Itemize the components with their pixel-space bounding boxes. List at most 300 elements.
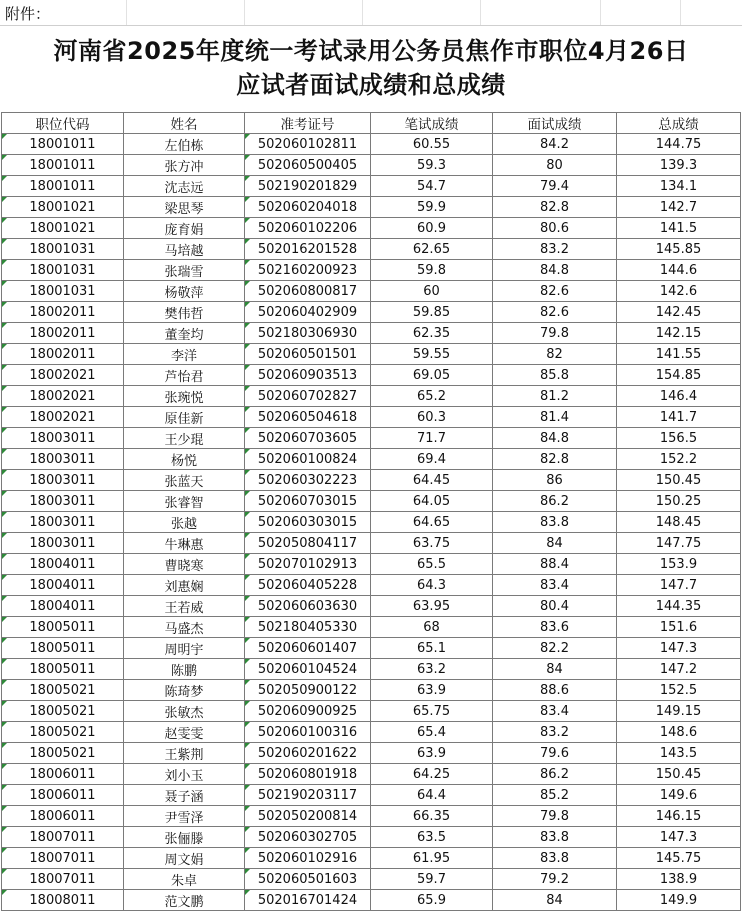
interview-score-cell[interactable] bbox=[493, 344, 617, 365]
position-code-cell[interactable] bbox=[2, 743, 124, 764]
total-score-cell[interactable] bbox=[617, 701, 741, 722]
exam-id-cell[interactable] bbox=[245, 218, 371, 239]
cell-text: 84 bbox=[546, 892, 563, 908]
written-score-cell[interactable] bbox=[371, 596, 493, 617]
interview-score-cell[interactable] bbox=[493, 239, 617, 260]
written-score-cell[interactable] bbox=[371, 785, 493, 806]
written-score-cell[interactable] bbox=[371, 491, 493, 512]
written-score-cell[interactable] bbox=[371, 407, 493, 428]
cell-text: 18001011 bbox=[29, 178, 96, 194]
total-score-cell[interactable] bbox=[617, 848, 741, 869]
total-score-cell[interactable] bbox=[617, 260, 741, 281]
interview-score-cell[interactable] bbox=[493, 617, 617, 638]
position-code-cell[interactable] bbox=[2, 680, 124, 701]
position-code-cell[interactable] bbox=[2, 470, 124, 491]
written-score-cell[interactable] bbox=[371, 386, 493, 407]
name-cell[interactable] bbox=[124, 449, 245, 470]
cell-text: 502060102811 bbox=[257, 136, 358, 152]
interview-score-cell[interactable] bbox=[493, 449, 617, 470]
total-score-cell[interactable] bbox=[617, 890, 741, 911]
exam-id-cell[interactable] bbox=[245, 155, 371, 176]
total-score-cell[interactable] bbox=[617, 680, 741, 701]
interview-score-cell[interactable] bbox=[493, 176, 617, 197]
cell-text: 59.7 bbox=[417, 871, 446, 887]
cell-text: 18002011 bbox=[29, 325, 96, 341]
name-cell[interactable] bbox=[124, 407, 245, 428]
written-score-cell[interactable] bbox=[371, 617, 493, 638]
name-cell[interactable] bbox=[124, 134, 245, 155]
text-format-marker-icon bbox=[2, 806, 7, 811]
exam-id-cell[interactable] bbox=[245, 890, 371, 911]
total-score-cell[interactable] bbox=[617, 407, 741, 428]
cell-text: 54.7 bbox=[417, 178, 446, 194]
cell-text: 59.55 bbox=[412, 346, 451, 362]
name-cell[interactable] bbox=[124, 533, 245, 554]
total-score-cell[interactable] bbox=[617, 239, 741, 260]
exam-id-cell[interactable] bbox=[245, 323, 371, 344]
name-cell[interactable] bbox=[124, 701, 245, 722]
name-cell[interactable] bbox=[124, 596, 245, 617]
cell-text: 84.8 bbox=[540, 430, 569, 446]
name-cell[interactable] bbox=[124, 806, 245, 827]
position-code-cell[interactable] bbox=[2, 449, 124, 470]
total-score-cell[interactable] bbox=[617, 365, 741, 386]
interview-score-cell[interactable] bbox=[493, 386, 617, 407]
cell-text: 聂子涵 bbox=[164, 789, 204, 805]
total-score-cell[interactable] bbox=[617, 134, 741, 155]
exam-id-cell[interactable] bbox=[245, 575, 371, 596]
written-score-cell[interactable] bbox=[371, 554, 493, 575]
total-score-cell[interactable] bbox=[617, 386, 741, 407]
written-score-cell[interactable] bbox=[371, 764, 493, 785]
text-format-marker-icon bbox=[2, 260, 7, 265]
exam-id-cell[interactable] bbox=[245, 827, 371, 848]
text-format-marker-icon bbox=[245, 596, 250, 601]
exam-id-cell[interactable] bbox=[245, 680, 371, 701]
exam-id-cell[interactable] bbox=[245, 722, 371, 743]
name-cell[interactable] bbox=[124, 239, 245, 260]
name-cell[interactable] bbox=[124, 659, 245, 680]
exam-id-cell[interactable] bbox=[245, 176, 371, 197]
name-cell[interactable] bbox=[124, 344, 245, 365]
table-row bbox=[2, 638, 741, 659]
cell-text: 69.05 bbox=[412, 367, 451, 383]
cell-text: 杨悦 bbox=[170, 453, 197, 469]
text-format-marker-icon bbox=[2, 638, 7, 643]
name-cell[interactable] bbox=[124, 176, 245, 197]
position-code-cell[interactable] bbox=[2, 701, 124, 722]
text-format-marker-icon bbox=[2, 281, 7, 286]
name-cell[interactable] bbox=[124, 260, 245, 281]
cell-text: 150.25 bbox=[655, 493, 702, 509]
total-score-cell[interactable] bbox=[617, 617, 741, 638]
cell-text: 65.2 bbox=[417, 388, 446, 404]
interview-score-cell[interactable] bbox=[493, 365, 617, 386]
table-row bbox=[2, 449, 741, 470]
written-score-cell[interactable] bbox=[371, 281, 493, 302]
written-score-cell[interactable] bbox=[371, 575, 493, 596]
name-cell[interactable] bbox=[124, 785, 245, 806]
text-format-marker-icon bbox=[2, 218, 7, 223]
total-score-cell[interactable] bbox=[617, 638, 741, 659]
interview-score-cell[interactable] bbox=[493, 407, 617, 428]
interview-score-cell[interactable] bbox=[493, 575, 617, 596]
position-code-cell[interactable] bbox=[2, 638, 124, 659]
exam-id-cell[interactable] bbox=[245, 533, 371, 554]
name-cell[interactable] bbox=[124, 302, 245, 323]
cell-text: 18007011 bbox=[29, 829, 96, 845]
total-score-cell[interactable] bbox=[617, 554, 741, 575]
cell-text: 502060201622 bbox=[257, 745, 358, 761]
exam-id-cell[interactable] bbox=[245, 512, 371, 533]
name-cell[interactable] bbox=[124, 575, 245, 596]
exam-id-cell[interactable] bbox=[245, 344, 371, 365]
column-header[interactable]: 姓名 bbox=[124, 113, 245, 134]
cell-text: 152.5 bbox=[659, 682, 698, 698]
cell-text: 502060903513 bbox=[257, 367, 358, 383]
written-score-cell[interactable] bbox=[371, 512, 493, 533]
name-cell[interactable] bbox=[124, 281, 245, 302]
written-score-cell[interactable] bbox=[371, 365, 493, 386]
exam-id-cell[interactable] bbox=[245, 386, 371, 407]
column-header[interactable]: 笔试成绩 bbox=[371, 113, 493, 134]
cell-text: 86.2 bbox=[540, 766, 569, 782]
cell-text: 142.15 bbox=[655, 325, 702, 341]
position-code-cell[interactable] bbox=[2, 659, 124, 680]
cell-text: 60.9 bbox=[417, 220, 446, 236]
written-score-cell[interactable] bbox=[371, 260, 493, 281]
written-score-cell[interactable] bbox=[371, 344, 493, 365]
cell-text: 142.45 bbox=[655, 304, 702, 320]
position-code-cell[interactable] bbox=[2, 323, 124, 344]
exam-id-cell[interactable] bbox=[245, 701, 371, 722]
written-score-cell[interactable] bbox=[371, 722, 493, 743]
total-score-cell[interactable] bbox=[617, 743, 741, 764]
name-cell[interactable] bbox=[124, 869, 245, 890]
table-row bbox=[2, 218, 741, 239]
total-score-cell[interactable] bbox=[617, 659, 741, 680]
written-score-cell[interactable] bbox=[371, 659, 493, 680]
text-format-marker-icon bbox=[2, 176, 7, 181]
exam-id-cell[interactable] bbox=[245, 239, 371, 260]
interview-score-cell[interactable] bbox=[493, 155, 617, 176]
name-cell[interactable] bbox=[124, 617, 245, 638]
cell-text: 141.5 bbox=[659, 220, 698, 236]
written-score-cell[interactable] bbox=[371, 533, 493, 554]
cell-text: 65.75 bbox=[412, 703, 451, 719]
written-score-cell[interactable] bbox=[371, 848, 493, 869]
interview-score-cell[interactable] bbox=[493, 806, 617, 827]
exam-id-cell[interactable] bbox=[245, 281, 371, 302]
name-cell[interactable] bbox=[124, 743, 245, 764]
written-score-cell[interactable] bbox=[371, 449, 493, 470]
table-row bbox=[2, 848, 741, 869]
position-code-cell[interactable] bbox=[2, 302, 124, 323]
interview-score-cell[interactable] bbox=[493, 197, 617, 218]
cell-text: 18004011 bbox=[29, 598, 96, 614]
written-score-cell[interactable] bbox=[371, 827, 493, 848]
name-cell[interactable] bbox=[124, 680, 245, 701]
cell-text: 60.55 bbox=[412, 136, 451, 152]
interview-score-cell[interactable] bbox=[493, 680, 617, 701]
exam-id-cell[interactable] bbox=[245, 596, 371, 617]
total-score-cell[interactable] bbox=[617, 323, 741, 344]
name-cell[interactable] bbox=[124, 470, 245, 491]
name-cell[interactable] bbox=[124, 764, 245, 785]
column-header[interactable]: 准考证号 bbox=[245, 113, 371, 134]
total-score-cell[interactable] bbox=[617, 344, 741, 365]
interview-score-cell[interactable] bbox=[493, 218, 617, 239]
written-score-cell[interactable] bbox=[371, 701, 493, 722]
cell-text: 尹雪泽 bbox=[164, 810, 204, 826]
total-score-cell[interactable] bbox=[617, 281, 741, 302]
position-code-cell[interactable] bbox=[2, 365, 124, 386]
total-score-cell[interactable] bbox=[617, 806, 741, 827]
position-code-cell[interactable] bbox=[2, 491, 124, 512]
exam-id-cell[interactable] bbox=[245, 659, 371, 680]
exam-id-cell[interactable] bbox=[245, 197, 371, 218]
cell-text: 502060501603 bbox=[257, 871, 358, 887]
written-score-cell[interactable] bbox=[371, 302, 493, 323]
text-format-marker-icon bbox=[245, 533, 250, 538]
name-cell[interactable] bbox=[124, 491, 245, 512]
interview-score-cell[interactable] bbox=[493, 659, 617, 680]
interview-score-cell[interactable] bbox=[493, 722, 617, 743]
text-format-marker-icon bbox=[2, 827, 7, 832]
position-code-cell[interactable] bbox=[2, 197, 124, 218]
written-score-cell[interactable] bbox=[371, 743, 493, 764]
written-score-cell[interactable] bbox=[371, 239, 493, 260]
text-format-marker-icon bbox=[245, 302, 250, 307]
total-score-cell[interactable] bbox=[617, 470, 741, 491]
interview-score-cell[interactable] bbox=[493, 869, 617, 890]
position-code-cell[interactable] bbox=[2, 134, 124, 155]
written-score-cell[interactable] bbox=[371, 155, 493, 176]
total-score-cell[interactable] bbox=[617, 785, 741, 806]
cell-text: 71.7 bbox=[417, 430, 446, 446]
interview-score-cell[interactable] bbox=[493, 491, 617, 512]
interview-score-cell[interactable] bbox=[493, 554, 617, 575]
exam-id-cell[interactable] bbox=[245, 806, 371, 827]
cell-text: 145.75 bbox=[655, 850, 702, 866]
name-cell[interactable] bbox=[124, 323, 245, 344]
exam-id-cell[interactable] bbox=[245, 302, 371, 323]
name-cell[interactable] bbox=[124, 554, 245, 575]
written-score-cell[interactable] bbox=[371, 134, 493, 155]
name-cell[interactable] bbox=[124, 827, 245, 848]
exam-id-cell[interactable] bbox=[245, 449, 371, 470]
interview-score-cell[interactable] bbox=[493, 890, 617, 911]
cell-text: 18005021 bbox=[29, 703, 96, 719]
interview-score-cell[interactable] bbox=[493, 302, 617, 323]
cell-text: 65.1 bbox=[417, 640, 446, 656]
exam-id-cell[interactable] bbox=[245, 491, 371, 512]
cell-text: 18002021 bbox=[29, 409, 96, 425]
cell-text: 502060102206 bbox=[257, 220, 358, 236]
name-cell[interactable] bbox=[124, 722, 245, 743]
name-cell[interactable] bbox=[124, 890, 245, 911]
exam-id-cell[interactable] bbox=[245, 743, 371, 764]
exam-id-cell[interactable] bbox=[245, 848, 371, 869]
cell-text: 18002011 bbox=[29, 304, 96, 320]
total-score-cell[interactable] bbox=[617, 512, 741, 533]
interview-score-cell[interactable] bbox=[493, 701, 617, 722]
position-code-cell[interactable] bbox=[2, 596, 124, 617]
cell-text: 18005011 bbox=[29, 640, 96, 656]
interview-score-cell[interactable] bbox=[493, 281, 617, 302]
position-code-cell[interactable] bbox=[2, 617, 124, 638]
position-code-cell[interactable] bbox=[2, 344, 124, 365]
table-row bbox=[2, 575, 741, 596]
interview-score-cell[interactable] bbox=[493, 596, 617, 617]
total-score-cell[interactable] bbox=[617, 218, 741, 239]
exam-id-cell[interactable] bbox=[245, 428, 371, 449]
exam-id-cell[interactable] bbox=[245, 470, 371, 491]
exam-id-cell[interactable] bbox=[245, 365, 371, 386]
cell-text: 149.9 bbox=[659, 892, 698, 908]
exam-id-cell[interactable] bbox=[245, 407, 371, 428]
interview-score-cell[interactable] bbox=[493, 785, 617, 806]
interview-score-cell[interactable] bbox=[493, 260, 617, 281]
interview-score-cell[interactable] bbox=[493, 638, 617, 659]
interview-score-cell[interactable] bbox=[493, 533, 617, 554]
attachment-label: 附件： bbox=[5, 5, 51, 23]
position-code-cell[interactable] bbox=[2, 155, 124, 176]
cell-text: 18001031 bbox=[29, 262, 96, 278]
total-score-cell[interactable] bbox=[617, 764, 741, 785]
total-score-cell[interactable] bbox=[617, 722, 741, 743]
table-row bbox=[2, 701, 741, 722]
total-score-cell[interactable] bbox=[617, 869, 741, 890]
name-cell[interactable] bbox=[124, 365, 245, 386]
written-score-cell[interactable] bbox=[371, 806, 493, 827]
position-code-cell[interactable] bbox=[2, 554, 124, 575]
exam-id-cell[interactable] bbox=[245, 134, 371, 155]
total-score-cell[interactable] bbox=[617, 827, 741, 848]
position-code-cell[interactable] bbox=[2, 176, 124, 197]
position-code-cell[interactable] bbox=[2, 890, 124, 911]
position-code-cell[interactable] bbox=[2, 428, 124, 449]
interview-score-cell[interactable] bbox=[493, 323, 617, 344]
cell-text: 80 bbox=[546, 157, 563, 173]
cell-text: 147.7 bbox=[659, 577, 698, 593]
name-cell[interactable] bbox=[124, 848, 245, 869]
interview-score-cell[interactable] bbox=[493, 512, 617, 533]
position-code-cell[interactable] bbox=[2, 785, 124, 806]
written-score-cell[interactable] bbox=[371, 638, 493, 659]
name-cell[interactable] bbox=[124, 638, 245, 659]
name-cell[interactable] bbox=[124, 386, 245, 407]
position-code-cell[interactable] bbox=[2, 512, 124, 533]
exam-id-cell[interactable] bbox=[245, 554, 371, 575]
interview-score-cell[interactable] bbox=[493, 848, 617, 869]
cell-text: 18005021 bbox=[29, 682, 96, 698]
exam-id-cell[interactable] bbox=[245, 785, 371, 806]
column-header[interactable]: 总成绩 bbox=[617, 113, 741, 134]
table-row bbox=[2, 533, 741, 554]
position-code-cell[interactable] bbox=[2, 869, 124, 890]
total-score-cell[interactable] bbox=[617, 596, 741, 617]
position-code-cell[interactable] bbox=[2, 407, 124, 428]
exam-id-cell[interactable] bbox=[245, 869, 371, 890]
total-score-cell[interactable] bbox=[617, 491, 741, 512]
position-code-cell[interactable] bbox=[2, 386, 124, 407]
total-score-cell[interactable] bbox=[617, 428, 741, 449]
cell-text: 502060603630 bbox=[257, 598, 358, 614]
cell-text: 502060504618 bbox=[257, 409, 358, 425]
total-score-cell[interactable] bbox=[617, 449, 741, 470]
position-code-cell[interactable] bbox=[2, 533, 124, 554]
name-cell[interactable] bbox=[124, 512, 245, 533]
written-score-cell[interactable] bbox=[371, 176, 493, 197]
cell-text: 59.85 bbox=[412, 304, 451, 320]
written-score-cell[interactable] bbox=[371, 890, 493, 911]
interview-score-cell[interactable] bbox=[493, 428, 617, 449]
written-score-cell[interactable] bbox=[371, 680, 493, 701]
name-cell[interactable] bbox=[124, 155, 245, 176]
total-score-cell[interactable] bbox=[617, 197, 741, 218]
interview-score-cell[interactable] bbox=[493, 134, 617, 155]
written-score-cell[interactable] bbox=[371, 323, 493, 344]
position-code-cell[interactable] bbox=[2, 281, 124, 302]
cell-text: 144.35 bbox=[655, 598, 702, 614]
written-score-cell[interactable] bbox=[371, 218, 493, 239]
text-format-marker-icon bbox=[245, 470, 250, 475]
position-code-cell[interactable] bbox=[2, 575, 124, 596]
written-score-cell[interactable] bbox=[371, 428, 493, 449]
exam-id-cell[interactable] bbox=[245, 764, 371, 785]
position-code-cell[interactable] bbox=[2, 764, 124, 785]
text-format-marker-icon bbox=[245, 743, 250, 748]
cell-text: 18003011 bbox=[29, 514, 96, 530]
cell-text: 张瑞雪 bbox=[164, 264, 204, 280]
cell-text: 149.15 bbox=[655, 703, 702, 719]
name-cell[interactable] bbox=[124, 428, 245, 449]
text-format-marker-icon bbox=[245, 512, 250, 517]
cell-text: 范文鹏 bbox=[164, 894, 204, 910]
total-score-cell[interactable] bbox=[617, 176, 741, 197]
cell-text: 牛琳惠 bbox=[164, 537, 204, 553]
exam-id-cell[interactable] bbox=[245, 638, 371, 659]
interview-score-cell[interactable] bbox=[493, 764, 617, 785]
cell-text: 502060405228 bbox=[257, 577, 358, 593]
position-code-cell[interactable] bbox=[2, 239, 124, 260]
total-score-cell[interactable] bbox=[617, 302, 741, 323]
total-score-cell[interactable] bbox=[617, 155, 741, 176]
position-code-cell[interactable] bbox=[2, 848, 124, 869]
name-cell[interactable] bbox=[124, 218, 245, 239]
position-code-cell[interactable] bbox=[2, 722, 124, 743]
written-score-cell[interactable] bbox=[371, 470, 493, 491]
position-code-cell[interactable] bbox=[2, 218, 124, 239]
name-cell[interactable] bbox=[124, 197, 245, 218]
written-score-cell[interactable] bbox=[371, 869, 493, 890]
interview-score-cell[interactable] bbox=[493, 470, 617, 491]
exam-id-cell[interactable] bbox=[245, 617, 371, 638]
exam-id-cell[interactable] bbox=[245, 260, 371, 281]
position-code-cell[interactable] bbox=[2, 806, 124, 827]
interview-score-cell[interactable] bbox=[493, 743, 617, 764]
position-code-cell[interactable] bbox=[2, 827, 124, 848]
column-header[interactable]: 面试成绩 bbox=[493, 113, 617, 134]
column-header[interactable]: 职位代码 bbox=[2, 113, 124, 134]
written-score-cell[interactable] bbox=[371, 197, 493, 218]
cell-text: 18006011 bbox=[29, 766, 96, 782]
total-score-cell[interactable] bbox=[617, 533, 741, 554]
position-code-cell[interactable] bbox=[2, 260, 124, 281]
total-score-cell[interactable] bbox=[617, 575, 741, 596]
interview-score-cell[interactable] bbox=[493, 827, 617, 848]
